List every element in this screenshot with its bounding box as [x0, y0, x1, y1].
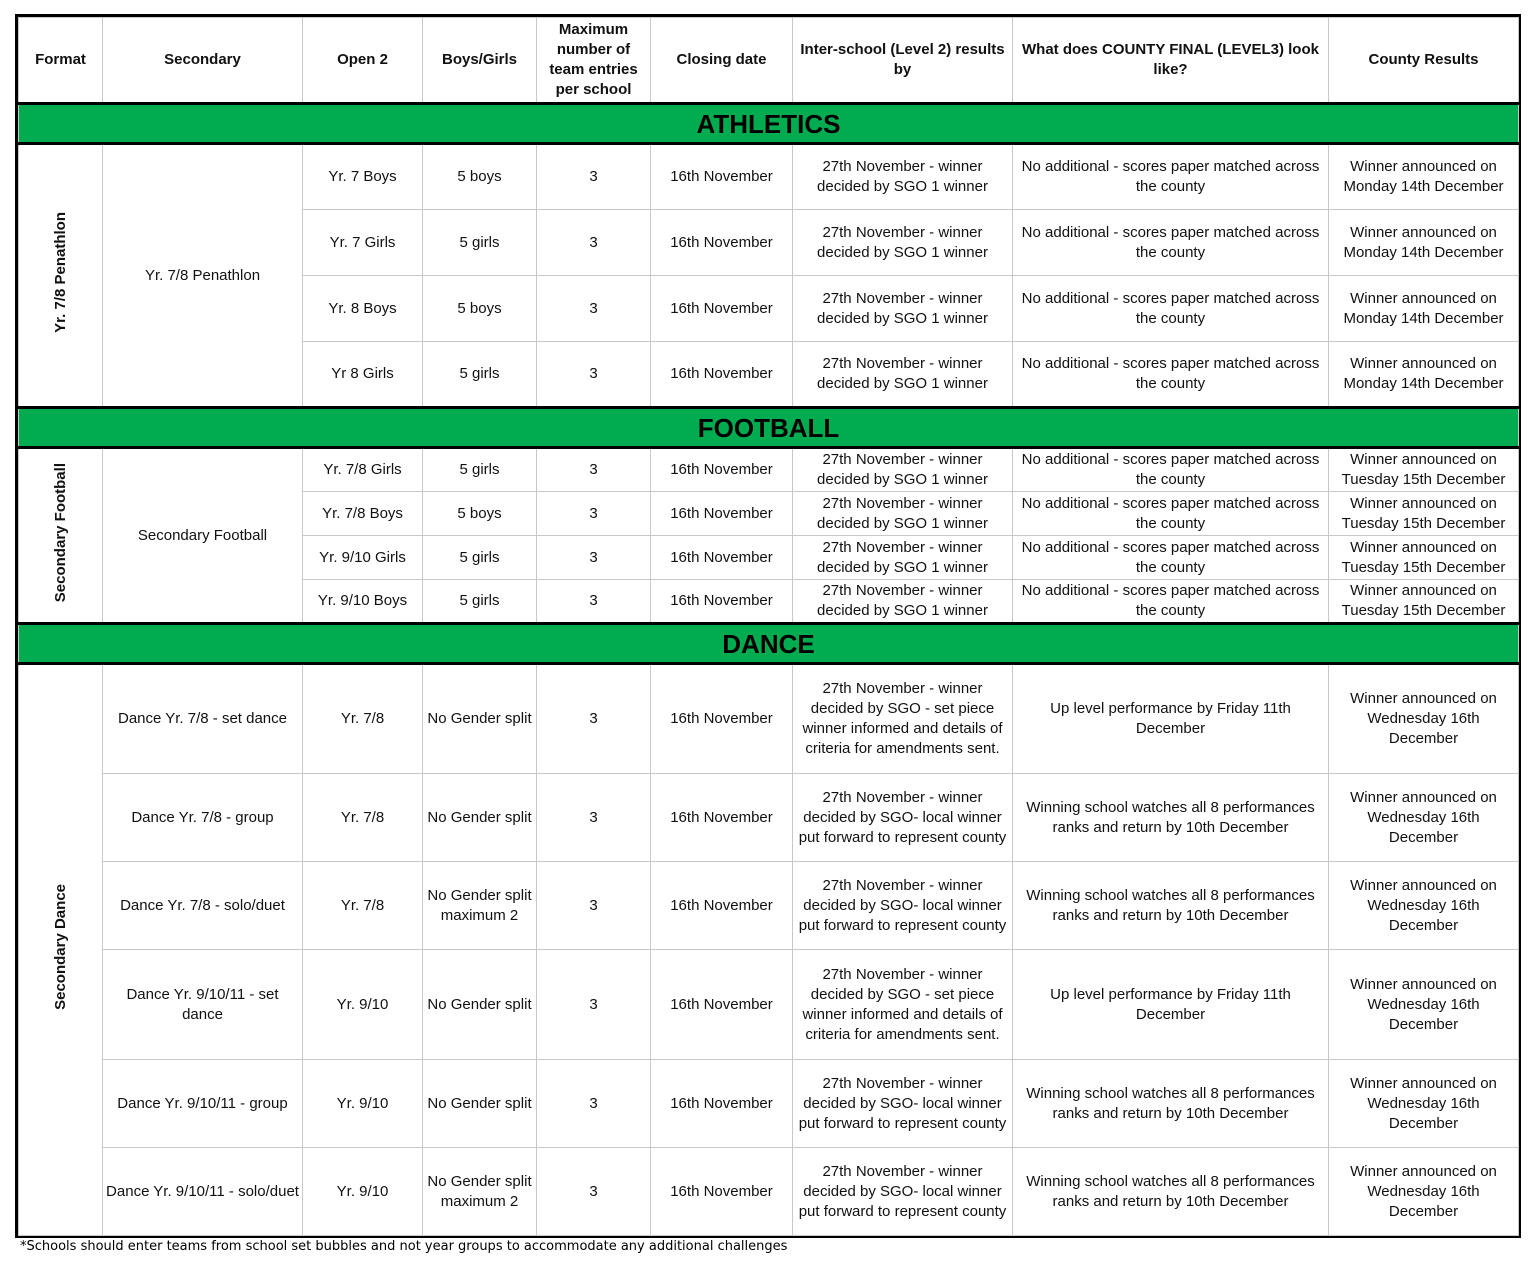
format-label: Secondary Football	[51, 462, 69, 603]
boys-girls-cell: 5 girls	[423, 210, 537, 276]
closing-date-cell: 16th November	[651, 950, 793, 1060]
section-band-athletics	[19, 104, 1519, 144]
inter-school-cell: 27th November - winner decided by SGO 1 winner	[793, 448, 1013, 492]
closing-date-cell: 16th November	[651, 492, 793, 536]
county-final-cell: No additional - scores paper matched across the county	[1013, 448, 1329, 492]
table-row	[19, 1060, 1519, 1148]
header-row	[19, 18, 1519, 104]
table-row	[19, 144, 1519, 210]
secondary-cell: Dance Yr. 7/8 - group	[103, 774, 303, 862]
county-final-cell: Winning school watches all 8 performances ranks and return by 10th December	[1013, 1060, 1329, 1148]
boys-girls-cell: No Gender split maximum 2	[423, 862, 537, 950]
max-entries-cell: 3	[537, 276, 651, 342]
header-max-entries: Maximum number of team entries per school	[537, 18, 651, 104]
table-row	[19, 664, 1519, 774]
county-results-cell: Winner announced on Tuesday 15th December	[1329, 536, 1519, 580]
section-band-dance	[19, 624, 1519, 664]
format-label: Yr. 7/8 Penathlon	[51, 212, 69, 333]
competition-table-frame	[15, 14, 1521, 1238]
boys-girls-cell: 5 boys	[423, 276, 537, 342]
closing-date-cell: 16th November	[651, 276, 793, 342]
closing-date-cell: 16th November	[651, 774, 793, 862]
boys-girls-cell: 5 boys	[423, 144, 537, 210]
county-final-cell: Up level performance by Friday 11th December	[1013, 950, 1329, 1060]
county-results-cell: Winner announced on Wednesday 16th December	[1329, 950, 1519, 1060]
county-results-cell: Winner announced on Tuesday 15th December	[1329, 448, 1519, 492]
county-final-cell: No additional - scores paper matched across the county	[1013, 492, 1329, 536]
format-cell	[19, 448, 103, 624]
max-entries-cell: 3	[537, 950, 651, 1060]
open2-cell: Yr. 9/10	[303, 1060, 423, 1148]
format-cell	[19, 144, 103, 408]
county-final-cell: No additional - scores paper matched across the county	[1013, 144, 1329, 210]
secondary-cell: Dance Yr. 7/8 - solo/duet	[103, 862, 303, 950]
competition-table	[18, 17, 1519, 1236]
secondary-cell: Dance Yr. 9/10/11 - group	[103, 1060, 303, 1148]
section-title: DANCE	[19, 624, 1519, 664]
county-results-cell: Winner announced on Wednesday 16th December	[1329, 664, 1519, 774]
header-closing-date: Closing date	[651, 18, 793, 104]
county-final-cell: No additional - scores paper matched across the county	[1013, 210, 1329, 276]
county-results-cell: Winner announced on Wednesday 16th December	[1329, 1148, 1519, 1236]
header-secondary: Secondary	[103, 18, 303, 104]
max-entries-cell: 3	[537, 664, 651, 774]
section-title: FOOTBALL	[19, 408, 1519, 448]
county-final-cell: No additional - scores paper matched across the county	[1013, 342, 1329, 408]
inter-school-cell: 27th November - winner decided by SGO 1 winner	[793, 144, 1013, 210]
max-entries-cell: 3	[537, 448, 651, 492]
inter-school-cell: 27th November - winner decided by SGO - set piece winner informed and details of criteria for amendments sent.	[793, 950, 1013, 1060]
open2-cell: Yr. 7/8 Boys	[303, 492, 423, 536]
inter-school-cell: 27th November - winner decided by SGO 1 winner	[793, 580, 1013, 624]
open2-cell: Yr 8 Girls	[303, 342, 423, 408]
boys-girls-cell: 5 girls	[423, 342, 537, 408]
format-label: Secondary Dance	[51, 884, 69, 1010]
inter-school-cell: 27th November - winner decided by SGO- local winner put forward to represent county	[793, 1060, 1013, 1148]
max-entries-cell: 3	[537, 1060, 651, 1148]
county-results-cell: Winner announced on Monday 14th December	[1329, 144, 1519, 210]
boys-girls-cell: No Gender split maximum 2	[423, 1148, 537, 1236]
closing-date-cell: 16th November	[651, 448, 793, 492]
max-entries-cell: 3	[537, 580, 651, 624]
inter-school-cell: 27th November - winner decided by SGO 1 winner	[793, 492, 1013, 536]
open2-cell: Yr. 7 Girls	[303, 210, 423, 276]
secondary-cell: Dance Yr. 9/10/11 - set dance	[103, 950, 303, 1060]
county-results-cell: Winner announced on Tuesday 15th December	[1329, 492, 1519, 536]
inter-school-cell: 27th November - winner decided by SGO- local winner put forward to represent county	[793, 1148, 1013, 1236]
max-entries-cell: 3	[537, 492, 651, 536]
secondary-cell: Dance Yr. 9/10/11 - solo/duet	[103, 1148, 303, 1236]
max-entries-cell: 3	[537, 774, 651, 862]
closing-date-cell: 16th November	[651, 862, 793, 950]
boys-girls-cell: 5 girls	[423, 448, 537, 492]
format-cell	[19, 664, 103, 1236]
closing-date-cell: 16th November	[651, 342, 793, 408]
inter-school-cell: 27th November - winner decided by SGO 1 winner	[793, 536, 1013, 580]
boys-girls-cell: No Gender split	[423, 1060, 537, 1148]
table-row	[19, 1148, 1519, 1236]
table-row	[19, 774, 1519, 862]
county-results-cell: Winner announced on Monday 14th December	[1329, 342, 1519, 408]
table-row	[19, 448, 1519, 492]
open2-cell: Yr. 7/8 Girls	[303, 448, 423, 492]
inter-school-cell: 27th November - winner decided by SGO 1 winner	[793, 210, 1013, 276]
open2-cell: Yr. 9/10	[303, 1148, 423, 1236]
boys-girls-cell: No Gender split	[423, 664, 537, 774]
closing-date-cell: 16th November	[651, 1148, 793, 1236]
header-inter-school: Inter-school (Level 2) results by	[793, 18, 1013, 104]
county-final-cell: Winning school watches all 8 performances ranks and return by 10th December	[1013, 1148, 1329, 1236]
section-band-football	[19, 408, 1519, 448]
boys-girls-cell: 5 boys	[423, 492, 537, 536]
open2-cell: Yr. 9/10 Boys	[303, 580, 423, 624]
open2-cell: Yr. 7/8	[303, 664, 423, 774]
table-row	[19, 950, 1519, 1060]
max-entries-cell: 3	[537, 536, 651, 580]
header-format: Format	[19, 18, 103, 104]
secondary-cell: Yr. 7/8 Penathlon	[103, 144, 303, 408]
county-final-cell: No additional - scores paper matched across the county	[1013, 276, 1329, 342]
inter-school-cell: 27th November - winner decided by SGO - set piece winner informed and details of criteria for amendments sent.	[793, 664, 1013, 774]
open2-cell: Yr. 7 Boys	[303, 144, 423, 210]
closing-date-cell: 16th November	[651, 144, 793, 210]
county-results-cell: Winner announced on Monday 14th December	[1329, 210, 1519, 276]
closing-date-cell: 16th November	[651, 210, 793, 276]
header-county-results: County Results	[1329, 18, 1519, 104]
county-results-cell: Winner announced on Wednesday 16th December	[1329, 774, 1519, 862]
inter-school-cell: 27th November - winner decided by SGO- local winner put forward to represent county	[793, 862, 1013, 950]
inter-school-cell: 27th November - winner decided by SGO 1 winner	[793, 342, 1013, 408]
header-county-final: What does COUNTY FINAL (LEVEL3) look like?	[1013, 18, 1329, 104]
closing-date-cell: 16th November	[651, 664, 793, 774]
county-final-cell: Winning school watches all 8 performances ranks and return by 10th December	[1013, 862, 1329, 950]
boys-girls-cell: 5 girls	[423, 536, 537, 580]
boys-girls-cell: No Gender split	[423, 950, 537, 1060]
footnote: *Schools should enter teams from school set bubbles and not year groups to accommodate any additional challenges	[20, 1239, 788, 1254]
max-entries-cell: 3	[537, 342, 651, 408]
header-open-2: Open 2	[303, 18, 423, 104]
open2-cell: Yr. 9/10	[303, 950, 423, 1060]
county-results-cell: Winner announced on Wednesday 16th December	[1329, 1060, 1519, 1148]
header-boys-girls: Boys/Girls	[423, 18, 537, 104]
county-final-cell: No additional - scores paper matched across the county	[1013, 536, 1329, 580]
county-final-cell: No additional - scores paper matched across the county	[1013, 580, 1329, 624]
closing-date-cell: 16th November	[651, 1060, 793, 1148]
open2-cell: Yr. 7/8	[303, 862, 423, 950]
county-final-cell: Up level performance by Friday 11th December	[1013, 664, 1329, 774]
table-row	[19, 862, 1519, 950]
max-entries-cell: 3	[537, 1148, 651, 1236]
closing-date-cell: 16th November	[651, 580, 793, 624]
max-entries-cell: 3	[537, 862, 651, 950]
open2-cell: Yr. 7/8	[303, 774, 423, 862]
closing-date-cell: 16th November	[651, 536, 793, 580]
county-results-cell: Winner announced on Wednesday 16th December	[1329, 862, 1519, 950]
secondary-cell: Secondary Football	[103, 448, 303, 624]
max-entries-cell: 3	[537, 144, 651, 210]
county-results-cell: Winner announced on Monday 14th December	[1329, 276, 1519, 342]
boys-girls-cell: 5 girls	[423, 580, 537, 624]
section-title: ATHLETICS	[19, 104, 1519, 144]
secondary-cell: Dance Yr. 7/8 - set dance	[103, 664, 303, 774]
county-final-cell: Winning school watches all 8 performances ranks and return by 10th December	[1013, 774, 1329, 862]
open2-cell: Yr. 9/10 Girls	[303, 536, 423, 580]
inter-school-cell: 27th November - winner decided by SGO 1 winner	[793, 276, 1013, 342]
open2-cell: Yr. 8 Boys	[303, 276, 423, 342]
county-results-cell: Winner announced on Tuesday 15th December	[1329, 580, 1519, 624]
boys-girls-cell: No Gender split	[423, 774, 537, 862]
max-entries-cell: 3	[537, 210, 651, 276]
inter-school-cell: 27th November - winner decided by SGO- local winner put forward to represent county	[793, 774, 1013, 862]
